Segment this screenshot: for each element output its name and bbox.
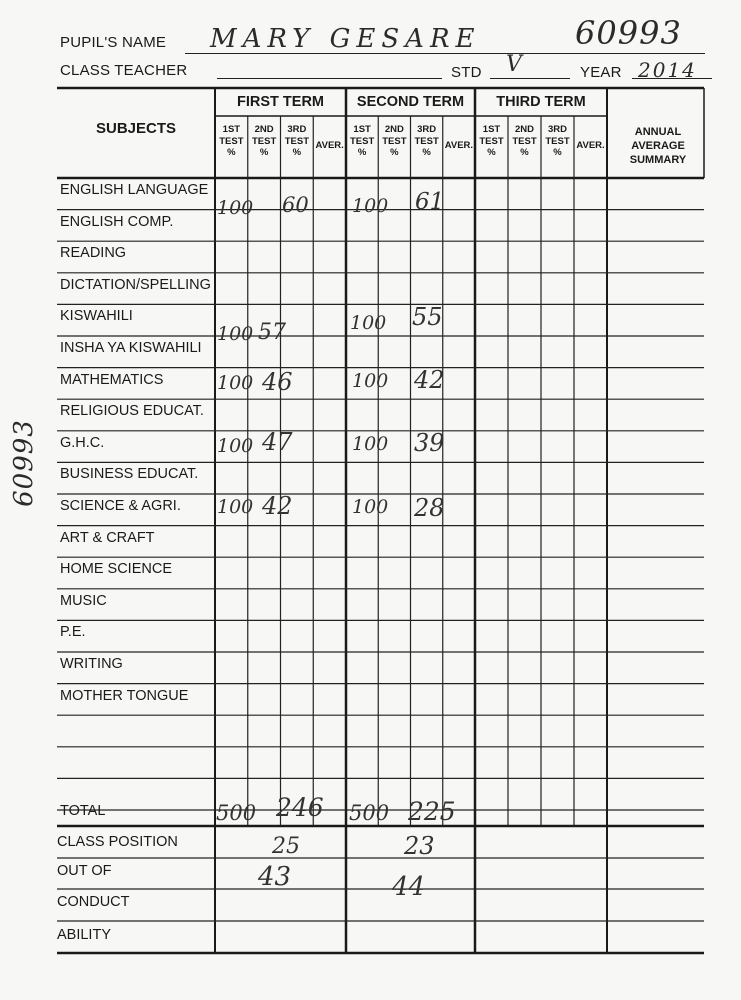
subject-row-label: HOME SCIENCE bbox=[60, 561, 172, 578]
mathematics-t2-out-of[interactable]: 100 bbox=[352, 370, 389, 392]
total-t2-out-of[interactable]: 500 bbox=[349, 801, 390, 825]
ghc-t1-score[interactable]: 47 bbox=[262, 428, 293, 456]
science-t2-out-of[interactable]: 100 bbox=[352, 496, 389, 518]
pupil-name-label: PUPIL'S NAME bbox=[60, 34, 167, 51]
subject-row-label: ENGLISH LANGUAGE bbox=[60, 182, 209, 198]
mathematics-t1-score[interactable]: 46 bbox=[262, 368, 293, 396]
term-1-col-4-header: AVER. bbox=[315, 140, 344, 151]
term-3-header: THIRD TERM bbox=[496, 94, 586, 110]
class-position-t2[interactable]: 23 bbox=[404, 832, 435, 860]
subject-row-label: READING bbox=[60, 245, 127, 262]
term-3-col-2-header: 2ND TEST % bbox=[512, 124, 537, 158]
out-of-t2[interactable]: 44 bbox=[392, 872, 426, 902]
subject-row-label: INSHA YA KISWAHILI bbox=[60, 340, 202, 356]
term-2-col-4-header: AVER. bbox=[444, 140, 474, 151]
ghc-t2-score[interactable]: 39 bbox=[414, 429, 445, 457]
pupil-name-value[interactable]: MARY GESARE bbox=[210, 24, 481, 54]
annual-average-header: ANNUAL AVERAGE SUMMARY bbox=[629, 126, 687, 166]
term-3-col-4-header: AVER. bbox=[576, 140, 605, 151]
subject-row-label: KISWAHILI bbox=[60, 308, 133, 325]
subject-row-label: BUSINESS EDUCAT. bbox=[60, 466, 199, 483]
footer-class-position: CLASS POSITION bbox=[57, 834, 178, 850]
class-position-t1[interactable]: 25 bbox=[272, 834, 300, 859]
kiswahili-t1-score[interactable]: 57 bbox=[258, 320, 286, 345]
subject-row-label: MOTHER TONGUE bbox=[60, 687, 189, 704]
subject-row-label: RELIGIOUS EDUCAT. bbox=[60, 403, 204, 420]
footer-conduct: CONDUCT bbox=[57, 894, 130, 910]
subject-row-label: SCIENCE & AGRI. bbox=[60, 498, 181, 514]
year-value[interactable]: 2014 bbox=[638, 58, 697, 82]
class-teacher-label: CLASS TEACHER bbox=[60, 62, 188, 79]
subject-row-label: P.E. bbox=[60, 624, 86, 641]
side-note: 60993 bbox=[8, 419, 39, 507]
english-t1-score[interactable]: 60 bbox=[282, 193, 309, 217]
footer-out-of: OUT OF bbox=[57, 863, 112, 879]
term-2-col-3-header: 3RD TEST % bbox=[414, 124, 439, 158]
english-t1-out-of[interactable]: 100 bbox=[217, 197, 254, 219]
pupil-number: 60993 bbox=[575, 14, 682, 52]
subjects-header: SUBJECTS bbox=[95, 120, 177, 137]
subject-row-label: ENGLISH COMP. bbox=[60, 213, 174, 230]
subject-row-label: ART & CRAFT bbox=[60, 529, 155, 546]
subject-row-label: MATHEMATICS bbox=[60, 371, 164, 388]
term-3-col-1-header: 1ST TEST % bbox=[479, 124, 504, 158]
out-of-t1[interactable]: 43 bbox=[258, 862, 292, 892]
std-label: STD bbox=[451, 64, 482, 81]
term-2-header: SECOND TERM bbox=[356, 94, 465, 110]
english-t2-out-of[interactable]: 100 bbox=[352, 195, 389, 217]
subject-row-label: WRITING bbox=[60, 656, 123, 672]
subject-row-label: MUSIC bbox=[60, 592, 107, 609]
total-t1-score[interactable]: 246 bbox=[276, 793, 324, 822]
term-1-col-2-header: 2ND TEST % bbox=[251, 124, 277, 158]
total-t1-out-of[interactable]: 500 bbox=[216, 801, 257, 825]
science-t1-out-of[interactable]: 100 bbox=[217, 496, 254, 518]
total-label: TOTAL bbox=[60, 803, 106, 819]
science-t2-score[interactable]: 28 bbox=[414, 494, 445, 522]
term-2-col-2-header: 2ND TEST % bbox=[382, 124, 407, 158]
mathematics-t2-score[interactable]: 42 bbox=[414, 366, 445, 394]
kiswahili-t2-score[interactable]: 55 bbox=[412, 303, 443, 331]
term-1-col-1-header: 1ST TEST % bbox=[219, 124, 244, 158]
std-value[interactable]: V bbox=[506, 52, 522, 77]
term-2-col-1-header: 1ST TEST % bbox=[349, 124, 375, 158]
ghc-t2-out-of[interactable]: 100 bbox=[352, 433, 389, 455]
science-t1-score[interactable]: 42 bbox=[262, 492, 293, 520]
term-1-header: FIRST TERM bbox=[237, 94, 324, 110]
footer-ability: ABILITY bbox=[57, 927, 111, 943]
term-3-col-3-header: 3RD TEST % bbox=[545, 124, 570, 158]
term-1-col-3-header: 3RD TEST % bbox=[284, 124, 310, 158]
total-t2-score[interactable]: 225 bbox=[408, 797, 456, 826]
subject-row-label: G.H.C. bbox=[60, 434, 105, 451]
english-t2-score[interactable]: 61 bbox=[415, 189, 445, 215]
kiswahili-t1-out-of[interactable]: 100 bbox=[217, 323, 254, 345]
kiswahili-t2-out-of[interactable]: 100 bbox=[350, 312, 387, 334]
mathematics-t1-out-of[interactable]: 100 bbox=[217, 372, 254, 394]
year-label: YEAR bbox=[580, 64, 622, 81]
ghc-t1-out-of[interactable]: 100 bbox=[217, 435, 254, 457]
subject-row-label: DICTATION/SPELLING bbox=[60, 276, 211, 293]
